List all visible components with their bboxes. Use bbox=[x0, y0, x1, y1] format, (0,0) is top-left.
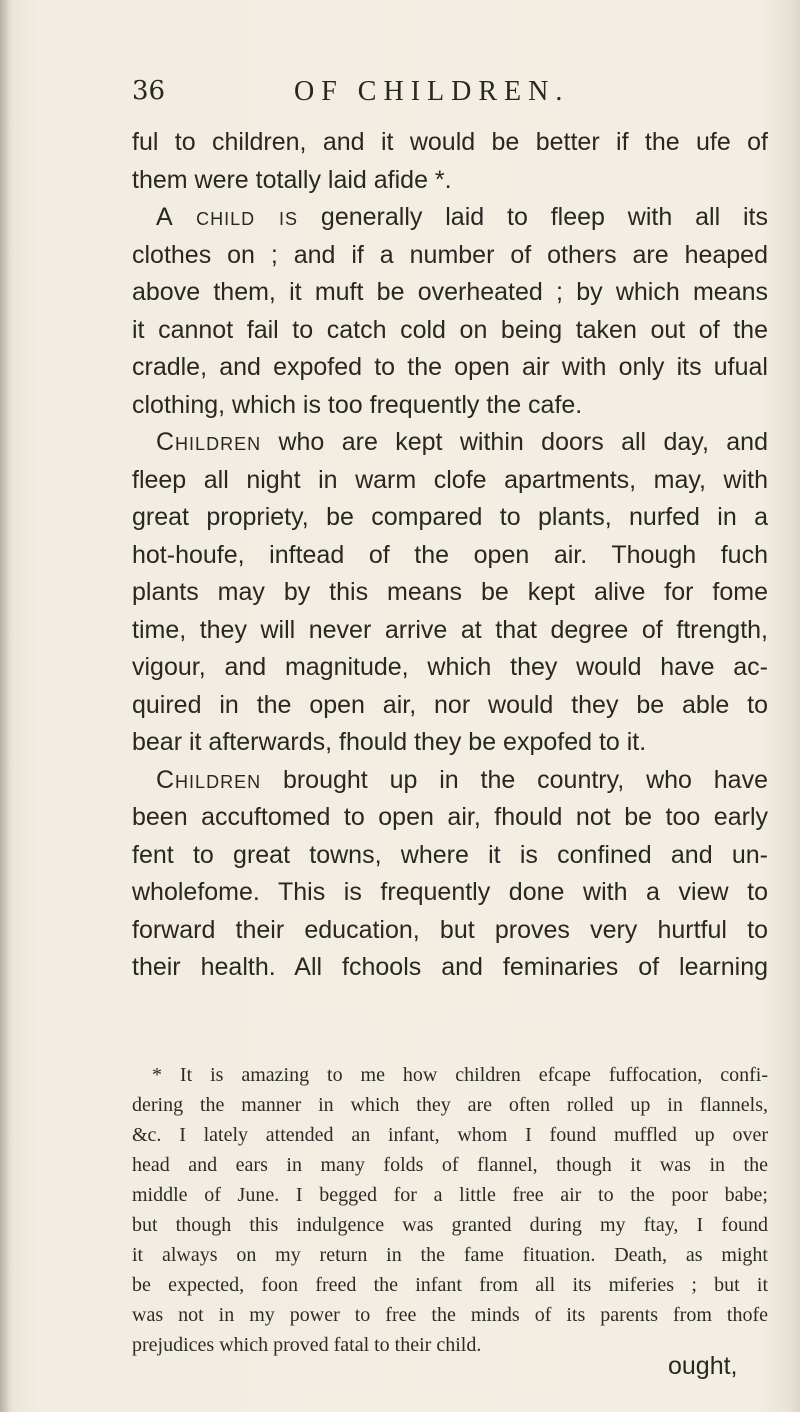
body-line: above them, it muft be overheated ; by which means bbox=[132, 278, 768, 306]
footnote-line: dering the manner in which they are often rolled up in flannels, bbox=[132, 1094, 768, 1116]
page-number: 36 bbox=[132, 76, 166, 106]
footnote-line: prejudices which proved fatal to their child. bbox=[132, 1334, 482, 1356]
body-line: been accuftomed to open air, fhould not be too early bbox=[132, 803, 768, 831]
body-line: cradle, and expofed to the open air with only its ufual bbox=[132, 353, 768, 381]
page-header bbox=[132, 76, 732, 116]
footnote-line: was not in my power to free the minds of its parents from thofe bbox=[132, 1304, 768, 1326]
body-line bbox=[132, 199, 768, 237]
footnote-line: be expected, foon freed the infant from all its miferies ; but it bbox=[132, 1274, 768, 1296]
small-caps-lead: A child is bbox=[156, 203, 299, 231]
small-caps-lead: Children bbox=[156, 428, 262, 456]
body-line-rest: who are kept within doors all day, and bbox=[278, 428, 768, 456]
body-line: quired in the open air, nor would they be able to bbox=[132, 690, 768, 719]
body-line: great propriety, be compared to plants, nurfed in a bbox=[132, 503, 768, 531]
footnote-line: middle of June. I begged for a little free air to the poor babe; bbox=[132, 1184, 768, 1206]
body-line: fleep all night in warm clofe apartments, may, with bbox=[132, 465, 768, 494]
body-line: plants may by this means be kept alive for fome bbox=[132, 578, 768, 606]
catchword: ought, bbox=[668, 1352, 738, 1380]
body-line: it cannot fail to catch cold on being taken out of the bbox=[132, 315, 768, 344]
body-text bbox=[132, 124, 768, 987]
body-line-rest: brought up in the country, who have bbox=[282, 765, 768, 794]
body-line bbox=[132, 424, 768, 462]
body-line: fent to great towns, where it is confined and un- bbox=[132, 840, 768, 869]
body-line: them were totally laid afide *. bbox=[132, 165, 452, 194]
body-line: clothing, which is too frequently the cafe. bbox=[132, 390, 583, 419]
body-line bbox=[132, 762, 768, 800]
footnote-line: head and ears in many folds of flannel, though it was in the bbox=[132, 1154, 768, 1176]
footnote-line: but though this indulgence was granted during my ftay, I found bbox=[132, 1214, 768, 1236]
body-line: bear it afterwards, fhould they be expofed to it. bbox=[132, 728, 647, 756]
body-line: time, they will never arrive at that degree of ftrength, bbox=[132, 615, 768, 644]
small-caps-lead: Children bbox=[156, 765, 262, 794]
footnote-line: * It is amazing to me how children efcape fuffocation, confi- bbox=[152, 1064, 768, 1086]
spine-shadow bbox=[0, 0, 10, 1412]
body-line: ful to children, and it would be better if the ufe of bbox=[132, 128, 768, 156]
body-line: hot-houfe, inftead of the open air. Though fuch bbox=[132, 540, 768, 569]
footnote bbox=[132, 1060, 768, 1360]
body-line: clothes on ; and if a number of others are heaped bbox=[132, 240, 768, 269]
running-head: OF CHILDREN. bbox=[294, 76, 570, 107]
body-line-rest: generally laid to fleep with all its bbox=[320, 203, 769, 231]
footnote-line: it always on my return in the fame fituation. Death, as might bbox=[132, 1244, 768, 1266]
footnote-line: &c. I lately attended an infant, whom I found muffled up over bbox=[132, 1124, 768, 1146]
body-line: their health. All fchools and feminaries of learning bbox=[132, 953, 768, 981]
body-line: forward their education, but proves very hurtful to bbox=[132, 915, 768, 944]
body-line: wholefome. This is frequently done with a view to bbox=[132, 878, 768, 906]
body-line: vigour, and magnitude, which they would have ac- bbox=[132, 653, 768, 681]
